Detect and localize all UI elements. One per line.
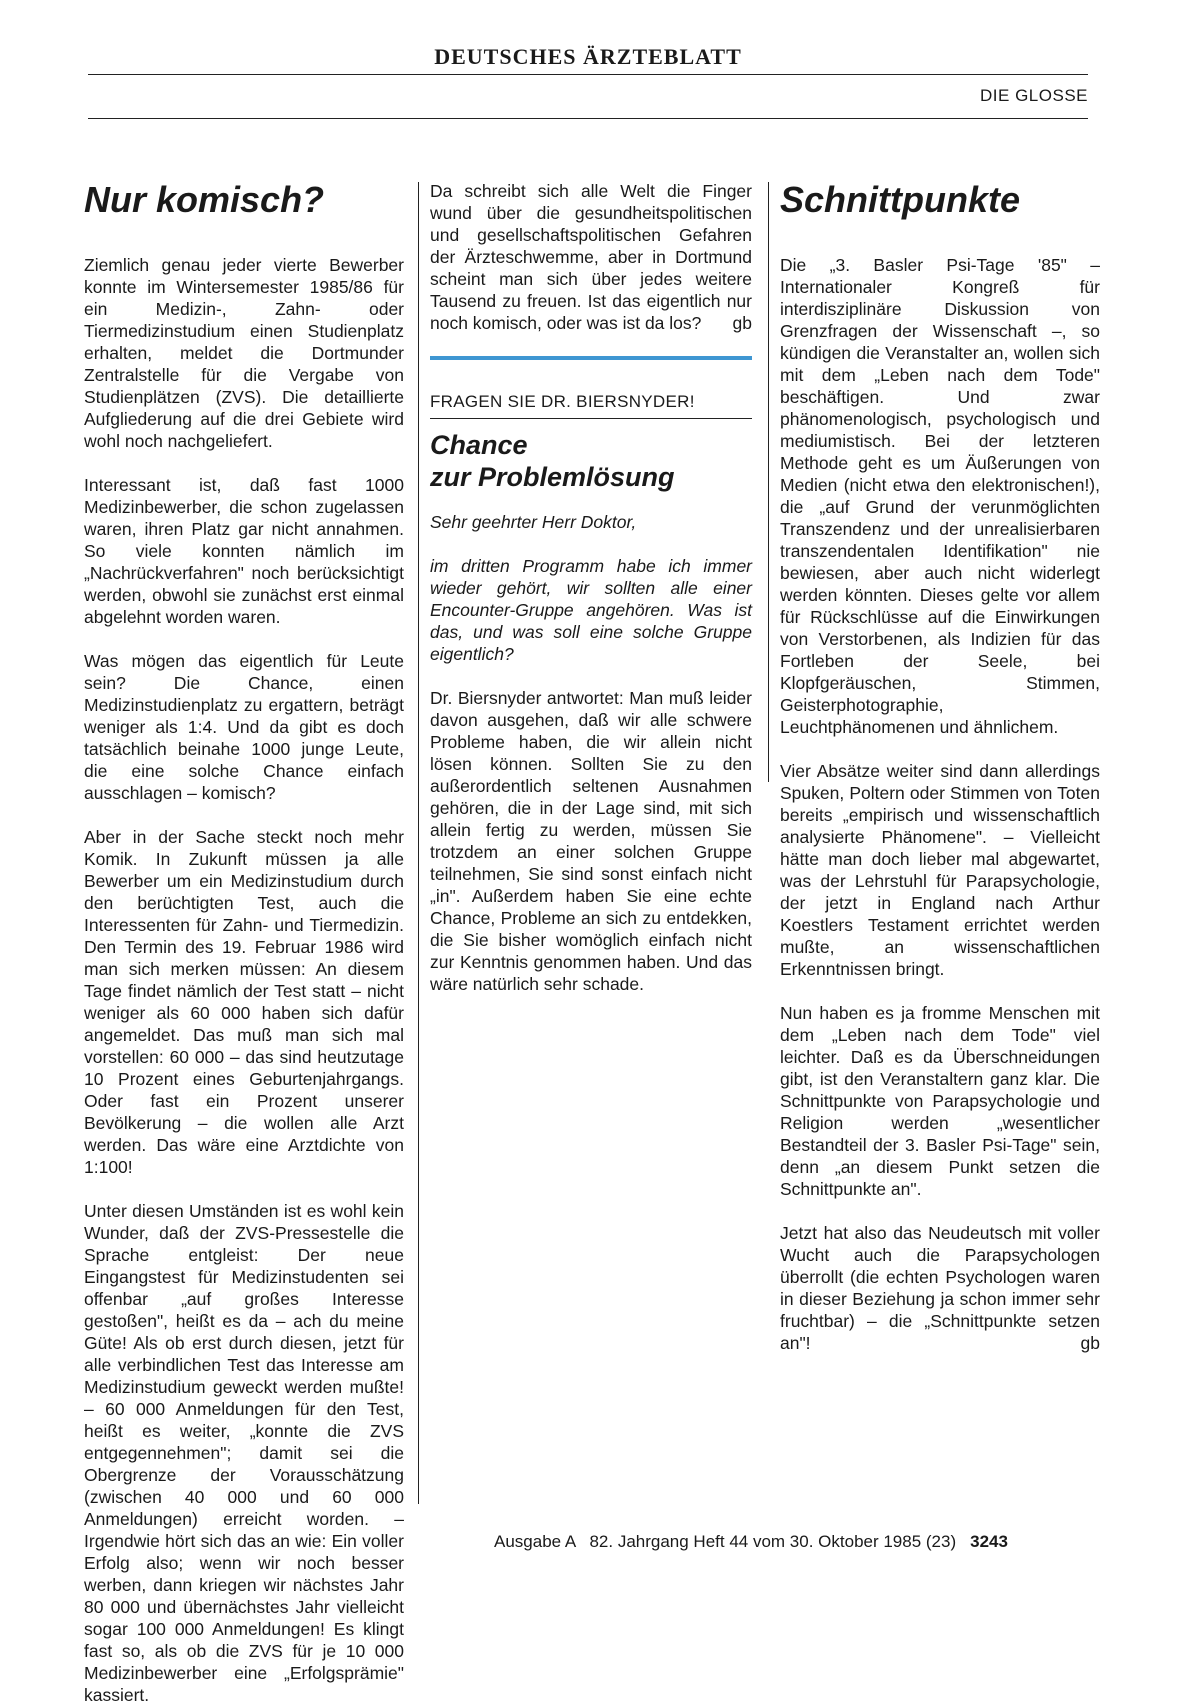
article-paragraph-text: Jetzt hat also das Neudeutsch mit voller Wucht auch die Parapsychologen überrollt (die echten Psychologen waren in dieser Beziehung ja schon immer sehr fruchtbar) – die „Schnittpunkte setzen an"!	[780, 1222, 1100, 1353]
column-kicker: FRAGEN SIE DR. BIERSNYDER!	[430, 392, 695, 411]
letter-salutation: Sehr geehrter Herr Doktor,	[430, 512, 637, 532]
column-divider-left	[418, 182, 419, 1504]
article-title	[430, 429, 752, 493]
column-right	[780, 180, 1100, 1376]
masthead: DEUTSCHES ÄRZTEBLATT	[434, 44, 742, 69]
separator-rule	[430, 356, 752, 360]
article-paragraph: Nun haben es ja fromme Menschen mit dem „Leben nach dem Tode" viel leichter. Daß es da Überschneidungen gibt, ist den Veranstaltern ganz klar. Die Schnittpunkte von Parapsychologie und Religion werden „wesentlicher Bestandteil der 3. Basler Psi-Tage" sein, denn „an diesem Punkt setzen die Schnittpunkte an".	[780, 1002, 1100, 1199]
page-number: 3243	[970, 1532, 1008, 1551]
issue-info: Ausgabe A 82. Jahrgang Heft 44 vom 30. Oktober 1985 (23)	[494, 1532, 957, 1551]
header-rule-top	[88, 74, 1088, 75]
article-paragraph: Unter diesen Umständen ist es wohl kein Wunder, daß der ZVS-Pressestelle die Sprache entgleist: Der neue Eingangstest für Medizinstudenten sei offenbar „auf großes Interesse gestoßen", heißt es da – ach du meine Güte! Als ob erst durch diesen, jetzt für alle verbindlichen Test das Interesse am Medizinstudium geweckt werden mußte! – 60 000 Anmeldungen für den Test, heißt es weiter, „konnte die ZVS entgegennehmen"; damit sei die Obergrenze der Vorausschätzung (zwischen 40 000 und 60 000 Anmeldungen) erreicht worden. – Irgendwie hört sich das an wie: Ein voller Erfolg also; wenn wir noch besser werben, dann kriegen wir nächstes Jahr 80 000 und übernächstes Jahr vielleicht sogar 100 000 Anmeldungen! Es klingt fast so, als ob die ZVS für je 10 000 Medizinbewerber eine „Erfolgsprämie" kassiert.	[84, 1200, 404, 1705]
article-paragraph	[430, 180, 752, 334]
title-line: zur Problemlösung	[430, 462, 675, 492]
title-line: Chance	[430, 430, 528, 460]
article-paragraph	[780, 1222, 1100, 1354]
answer-text: Dr. Biersnyder antwortet: Man muß leider davon ausgehen, daß wir alle schwere Probleme haben, die wir allein nicht lösen können. Sollten Sie zu den außerordentlich seltenen Ausnahmen gehören, die in der Lage sind, mit sich allein fertig zu werden, müssen Sie trotzdem an einer solchen Gruppe teilnehmen, Sie sind sonst einfach nicht „in". Außerdem haben Sie eine echte Chance, Probleme an sich zu entdekken, die Sie bisher womöglich einfach nicht zur Kenntnis genommen haben. Und das wäre natürlich sehr schade.	[430, 688, 752, 994]
header-rule-bottom	[88, 118, 1088, 119]
section-label: DIE GLOSSE	[980, 86, 1088, 105]
column-middle	[430, 180, 752, 1017]
article-title: Nur komisch?	[84, 179, 325, 220]
author-signature: gb	[732, 313, 752, 333]
page-footer	[494, 1532, 1008, 1552]
column-left	[84, 180, 404, 1706]
letter-text: im dritten Programm habe ich immer wieder gehört, wir sollten alle einer Encounter-Gruppe angehören. Was ist das, und was soll eine solche Gruppe eigentlich?	[430, 556, 752, 664]
article-paragraph-text: Da schreibt sich alle Welt die Finger wund über die gesundheitspolitischen und gesellschaftspolitischen Gefahren der Ärzteschwemme, aber in Dortmund scheint man sich über jedes weitere Tausend zu freuen. Ist das eigentlich nur noch komisch, oder was ist da los?	[430, 181, 752, 333]
article-paragraph: Interessant ist, daß fast 1000 Medizinbewerber, die schon zugelassen waren, ihren Platz gar nicht annahmen. So viele konnten nämlich im „Nachrückverfahren" noch berücksichtigt werden, obwohl sie zunächst erst einmal abgelehnt worden waren.	[84, 474, 404, 627]
column-divider-right	[768, 182, 769, 782]
article-paragraph: Ziemlich genau jeder vierte Bewerber konnte im Wintersemester 1985/86 für ein Medizin-, Zahn- oder Tiermedizinstudium einen Studienplatz erhalten, meldet die Dortmunder Zentralstelle für die Vergabe von Studienplätzen (ZVS). Die detaillierte Aufgliederung auf die drei Gebiete wird wohl noch nachgeliefert.	[84, 254, 404, 451]
article-title: Schnittpunkte	[780, 179, 1020, 220]
kicker-rule	[430, 418, 752, 419]
author-signature: gb	[1080, 1332, 1100, 1353]
article-paragraph: Was mögen das eigentlich für Leute sein? Die Chance, einen Medizinstudienplatz zu ergattern, beträgt weniger als 1:4. Und da gibt es doch tatsächlich beinahe 1000 junge Leute, die eine solche Chance einfach ausschlagen – komisch?	[84, 650, 404, 803]
article-paragraph: Vier Absätze weiter sind dann allerdings Spuken, Poltern oder Stimmen von Toten bereits „empirisch und wissenschaftlich analysierte Phänomene". – Vielleicht hätte man doch lieber mal abgewartet, was der Lehrstuhl für Parapsychologie, der jetzt in England nach Arthur Koestlers Testament errichtet werden mußte, an wissenschaftlichen Erkenntnissen bringt.	[780, 760, 1100, 979]
article-paragraph: Die „3. Basler Psi-Tage '85" – Internationaler Kongreß für interdisziplinäre Diskussion von Grenzfragen der Wissenschaft –, so kündigen die Veranstalter an, wollen sich mit dem „Leben nach dem Tode" beschäftigen. Und zwar phänomenologisch, psychologisch und mediumistisch. Bei der letzteren Methode geht es um Äußerungen von Medien (nicht etwa den elektronischen!), die „auf Grund der verunmöglichten Transzendenz und der unrealisierbaren transzendentalen Identifikation" nie bewiesen, aber auch nicht widerlegt werden könnten. Dieses gelte vor allem für Rückschlüsse auf die Einwirkungen von Verstorbenen, als Indizien für das Fortleben der Seele, bei Klopfgeräuschen, Stimmen, Geisterphotographie, Leuchtphänomenen und ähnlichem.	[780, 254, 1100, 737]
article-paragraph: Aber in der Sache steckt noch mehr Komik. In Zukunft müssen ja alle Bewerber um ein Medizinstudium durch den berüchtigten Test, auch die Interessenten für Zahn- und Tiermedizin. Den Termin des 19. Februar 1986 wird man sich merken müssen: An diesem Tage findet nämlich der Test statt – nicht weniger als 60 000 haben sich dafür angemeldet. Das muß man sich mal vorstellen: 60 000 – das sind heutzutage 10 Prozent eines Geburtenjahrgangs. Oder fast ein Prozent unserer Bevölkerung – die wollen alle Arzt werden. Das wäre eine Arztdichte von 1:100!	[84, 826, 404, 1177]
